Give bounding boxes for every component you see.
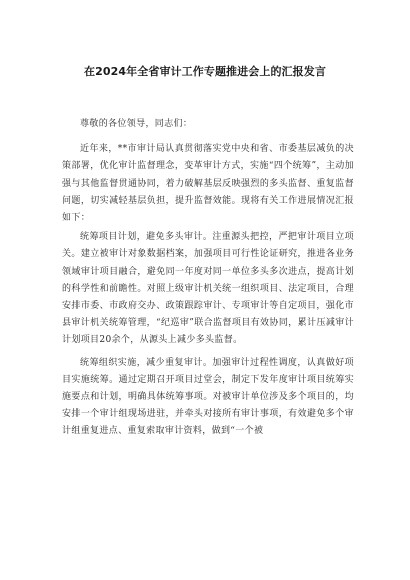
document-title: 在2024年全省审计工作专题推进会上的汇报发言 — [84, 65, 326, 78]
paragraph-point-1: 统筹项目计划，避免多头审计。注重源头把控，严把审计项目立项关。建立被审计对象数据档案，加强项目可行性论证研究，推进各业务领域审计项目融合，避免同一年度对同一单位多头多次进点，提高计划的科学性和前瞻性。对照上级审计机关统一组织项目、法定项目，合理安排市委、市政府交办、政策跟踪审计、专项审计等自定项目，强化市县审计机关统筹管理，“纪巡审”联合监督项目有效协同，累计压减审计计划项目20余个，从源头上减少多头监督。 — [62, 232, 354, 346]
paragraph-point-2: 统筹组织实施，减少重复审计。加强审计过程性调度，认真做好项目实施统筹。通过定期召开项目过堂会，制定下发年度审计项目统筹实施要点和计划，明确具体统筹事项。对被审计单位涉及多个项目的，均安排一个审计组现场进驻，并牵头对接所有审计事项，有效避免多个审计组重复进点、重复索取审计资料，做到“一个被 — [62, 357, 354, 437]
salutation: 尊敬的各位领导，同志们： — [80, 119, 193, 129]
document-body — [62, 116, 354, 441]
paragraph-intro: 近年来，**市审计局认真贯彻落实党中央和省、市委基层减负的决策部署，优化审计监督理念，变革审计方式，实施“四个统筹”，主动加强与其他监督贯通协同，着力破解基层反映强烈的多头监督、重复监督问题，切实减轻基层负担，提升监督效能。现将有关工作进展情况汇报如下： — [62, 144, 354, 224]
